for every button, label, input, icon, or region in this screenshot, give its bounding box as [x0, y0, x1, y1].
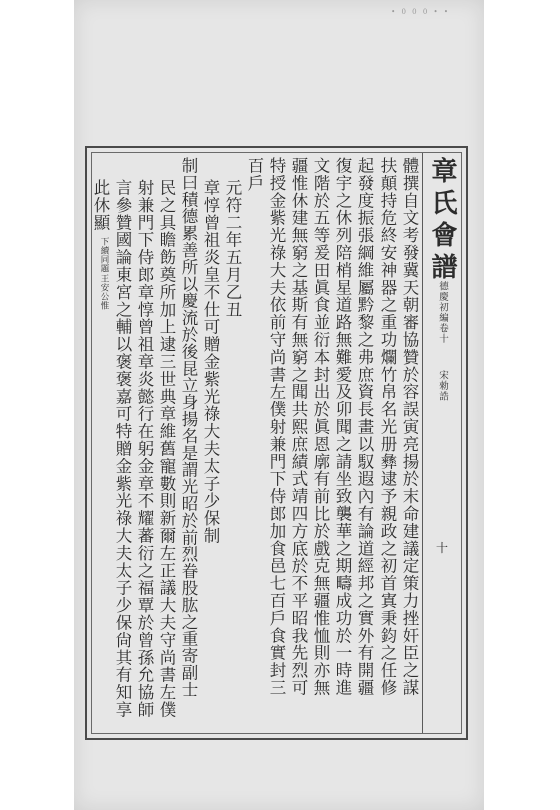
text-column: 起發度振張綱維屬黔黎之弗庶資長畫以馭遐內有論道經邦之實外有開疆	[355, 157, 374, 697]
text-column: 百戶	[245, 157, 264, 192]
section-label: 宋勑誥	[437, 370, 448, 402]
end-note-line: 下續同題	[99, 237, 109, 274]
text-column: 民之具瞻飭奠所加上逮三世典章維舊寵數則新爾左正議大夫守尚書左僕	[157, 179, 176, 719]
text-column: 體撰自文考發冀天朝審協贊於容誤寅亮揚於末命建議定策力挫奸臣之謀	[400, 157, 419, 697]
closing-column	[92, 179, 109, 310]
text-column: 文階於五等爰田眞食並衍本封出於眞恩廓有前比於戲克無疆惟恤則亦無	[311, 157, 330, 697]
book-title: 章氏會譜	[427, 157, 457, 285]
text-column: 特授金紫光祿大夫依前守尚書左僕射兼門下侍郎加食邑七百戶食實封三	[267, 157, 286, 697]
volume-label: 德慶初編卷十	[437, 281, 448, 344]
page-mark: • 0 0 0 • •	[391, 8, 450, 16]
book-page	[74, 0, 484, 810]
text-column: 言參贊國論東宮之輔以褒褒嘉可特贈金紫光祿大夫太子少保尙其有知享	[113, 179, 132, 719]
text-column: 復宇之休列陪梢星道路無難愛及卯聞之請坐致襲華之期疇成功於一時進	[333, 157, 352, 697]
text-area	[92, 153, 423, 733]
text-column: 制曰積德累善所以慶流於後昆立身揚名是謂光昭於前烈眷股肱之重寄副士	[179, 157, 198, 698]
book-margin	[422, 153, 461, 733]
end-note	[100, 237, 109, 310]
margin-labels	[423, 281, 461, 713]
page-inner-border	[91, 152, 462, 734]
end-note-line: 王安公惟	[99, 274, 109, 311]
closing-text: 此休顯	[91, 179, 110, 232]
page-number: 十	[435, 541, 448, 555]
page-frame	[85, 146, 468, 740]
decree-title: 章惇曾祖炎皇不仕可贈金紫光祿大夫太子少保制	[201, 179, 220, 545]
text-column: 射兼門下侍郎章惇曾祖章炎懿行在躬金章不耀蕃衍之福覃於曾孫允協師	[135, 179, 154, 719]
text-column: 疆惟休建無窮之基斯有無窮之聞共熙庶績式靖四方底於不平昭我先烈可	[289, 157, 308, 697]
text-column: 扶顛持危終安神器之重功爛竹帛名光册彝逮予親政之初首寘秉鈞之任修	[378, 157, 397, 697]
date-heading: 元符二年五月乙丑	[223, 179, 242, 319]
